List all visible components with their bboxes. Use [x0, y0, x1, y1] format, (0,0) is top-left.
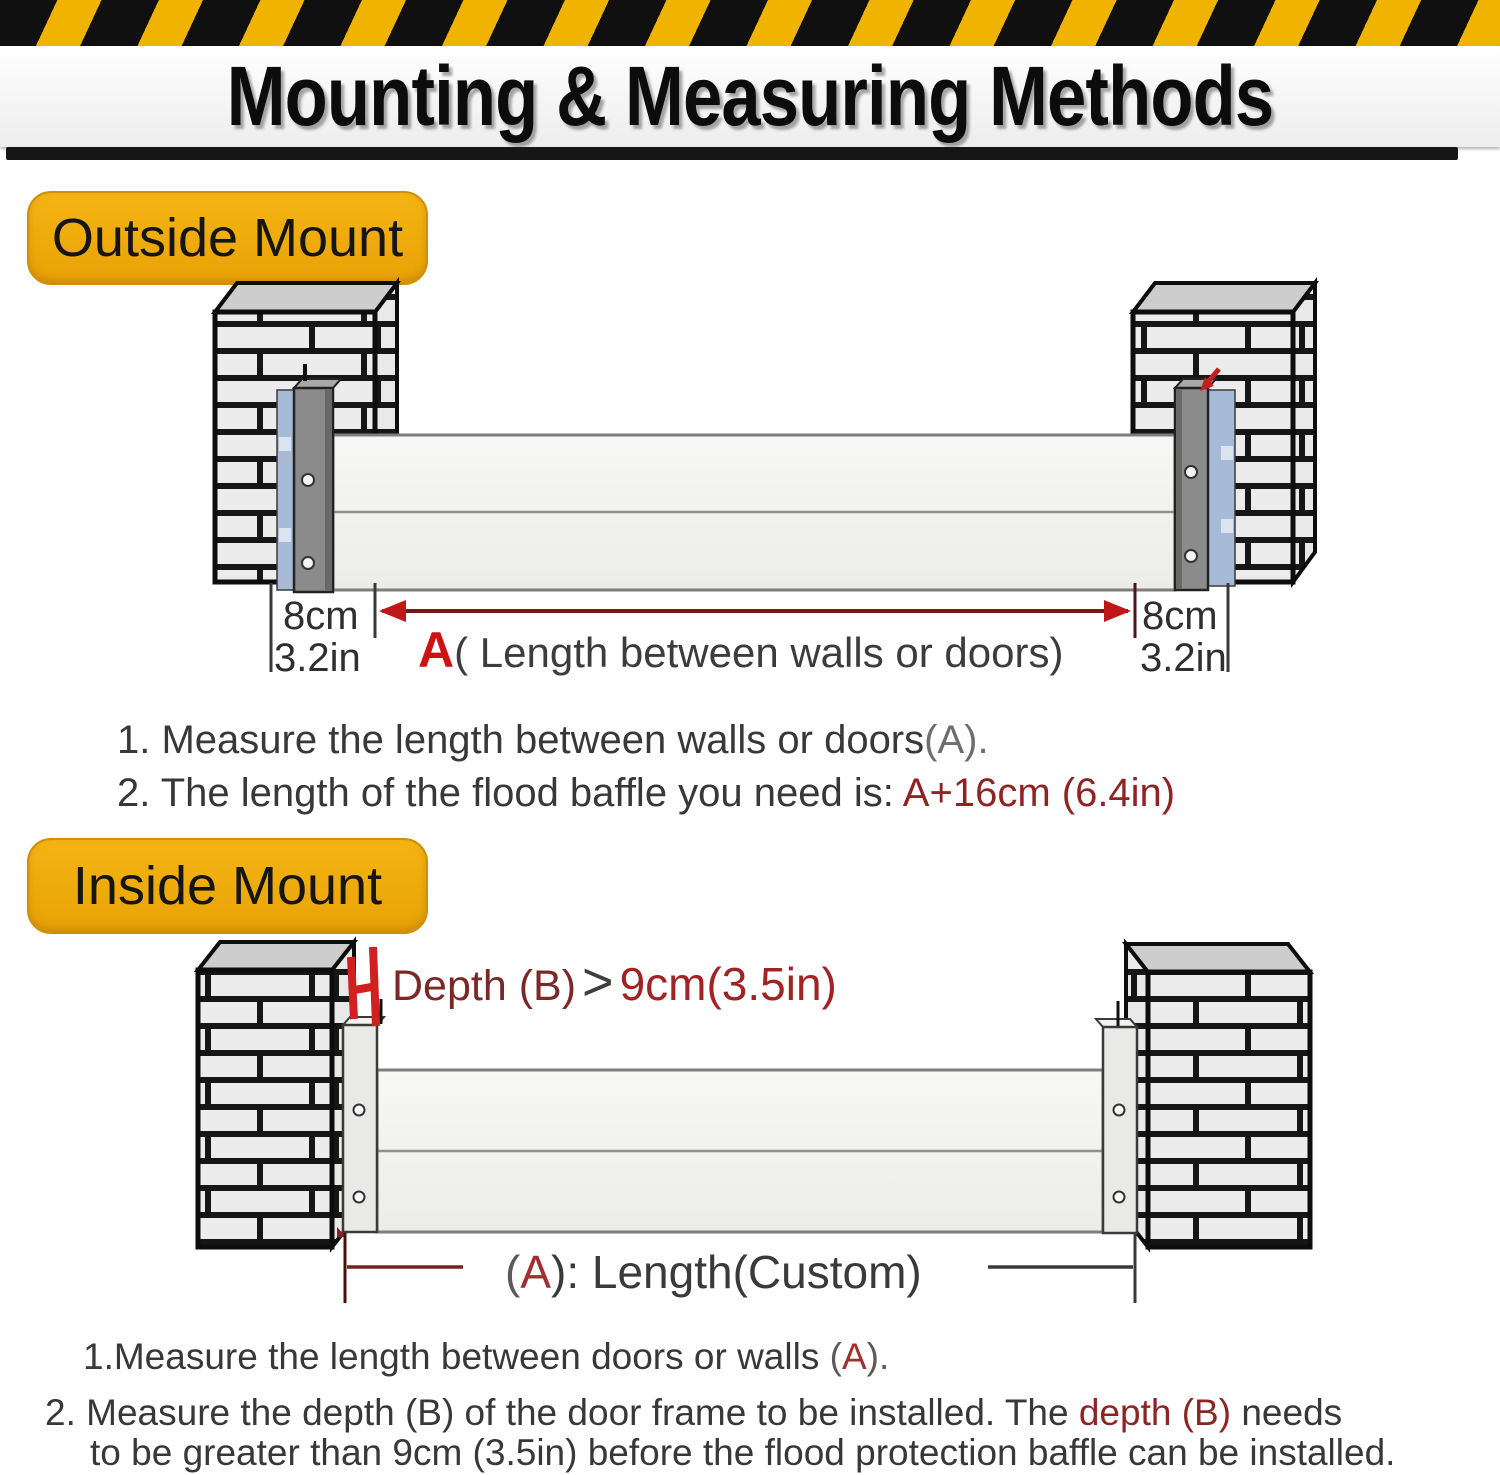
outside-left-bracket — [277, 364, 341, 592]
outside-mount-badge-label: Outside Mount — [51, 208, 404, 268]
inside-note-3: to be greater than 9cm (3.5in) before the flood protection baffle can be installed. — [90, 1432, 1396, 1473]
outside-flood-barrier — [333, 435, 1175, 590]
inside-right-pillar — [1126, 944, 1310, 1247]
dimension-letter-a: A — [418, 622, 455, 678]
screw-hole — [302, 474, 314, 486]
inside-left-pillar — [198, 942, 354, 1247]
screw-hole — [302, 557, 314, 569]
screw-hole — [354, 1192, 365, 1203]
outside-right-in-label: 3.2in — [1140, 636, 1227, 680]
outside-right-bracket — [1175, 369, 1235, 590]
page-title: Mounting & Measuring Methods — [226, 49, 1274, 143]
screw-hole — [1114, 1192, 1125, 1203]
inside-note-1: 1.Measure the length between doors or walls (A). — [83, 1336, 890, 1377]
seal-strip-right — [1208, 390, 1235, 586]
outside-left-in-label: 3.2in — [274, 636, 361, 680]
inside-dimension-label: ( A ): Length(Custom) — [505, 1246, 922, 1298]
inside-flood-barrier — [377, 1070, 1103, 1232]
inside-note-2: 2. Measure the depth (B) of the door frame to be installed. The depth (B) needs — [45, 1392, 1343, 1433]
outside-left-cm-label: 8cm — [283, 594, 359, 638]
inside-right-bracket — [1096, 1001, 1137, 1233]
screw-hole — [1185, 466, 1197, 478]
inside-left-bracket — [337, 999, 384, 1237]
screw-hole — [1114, 1105, 1125, 1116]
outside-note-2: 2. The length of the flood baffle you need is: A+16cm (6.4in) — [117, 771, 1176, 815]
outside-note-1: 1. Measure the length between walls or doors(A). — [117, 718, 989, 762]
depth-requirement-label: Depth (B) > 9cm(3.5in) — [392, 952, 837, 1012]
seal-strip-left — [277, 390, 294, 590]
inside-mount-badge-label: Inside Mount — [72, 856, 383, 916]
screw-hole — [354, 1105, 365, 1116]
screw-hole — [1185, 550, 1197, 562]
outside-right-cm-label: 8cm — [1142, 594, 1218, 638]
depth-marker-icon — [349, 947, 377, 1026]
outside-dimension-label: A ( Length between walls or doors) — [418, 622, 1064, 678]
